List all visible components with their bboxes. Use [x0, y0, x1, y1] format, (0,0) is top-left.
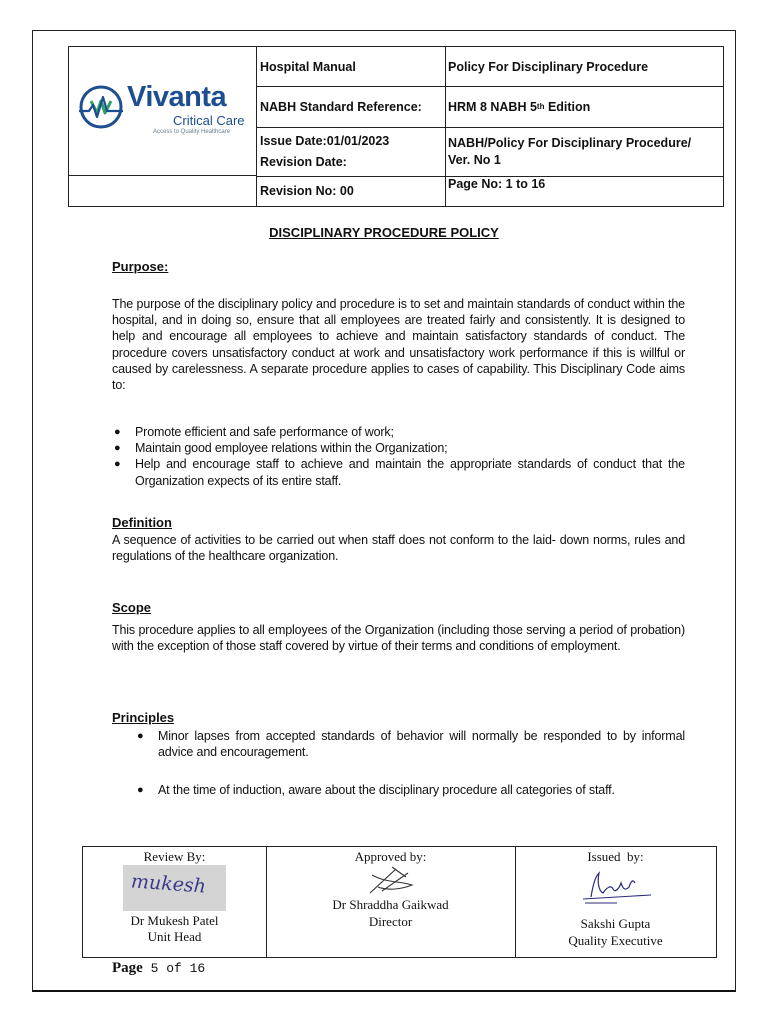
- bullet-icon: ●: [114, 426, 121, 438]
- issued-name: Sakshi Gupta: [580, 916, 651, 931]
- approver-signature: [362, 863, 422, 897]
- scope-heading: Scope: [112, 600, 152, 615]
- review-cell: [83, 847, 266, 957]
- review-label: Review By:: [143, 849, 206, 864]
- page-number: [112, 960, 205, 977]
- principles-bullet-list: [135, 728, 685, 799]
- bullet-text: Help and encourage staff to achieve and maintain the appropriate standards of conduct that the Organization expects of its entire staff.: [135, 457, 685, 488]
- logo-tagline: Access to Quality Healthcare: [153, 129, 231, 135]
- document-code: [445, 127, 725, 176]
- approved-cell: [266, 847, 515, 957]
- logo-cell: [69, 47, 257, 176]
- bullet-text: Minor lapses from accepted standards of behavior will normally be responded to by informal advice and encouragement.: [158, 729, 685, 760]
- approved-role: Director: [368, 914, 413, 929]
- review-signature-text: mukesh: [130, 870, 207, 898]
- standard-reference-value: [445, 86, 725, 127]
- issued-label: Issued by:: [587, 849, 644, 864]
- approved-label: Approved by:: [354, 849, 427, 864]
- purpose-text: The purpose of the disciplinary policy and procedure is to set and maintain standards of conduct within the hospital, and in doing so, ensure that all employees are treated fairly and consistently. It is designed to help and encourage all employees to achieve and maintain satisfactory standards of conduct. The procedure covers unsatisfactory conduct at work and unsatisfactory work performance if this is willful or caused by carelessness. A separate procedure applies to cases of capability. This Disciplinary Code aims to:: [112, 297, 685, 393]
- issued-role: Quality Executive: [568, 933, 663, 948]
- standard-reference-label: NABH Standard Reference:: [260, 99, 422, 114]
- vivanta-logo: [77, 81, 253, 141]
- page-count: 5 of 16: [142, 961, 206, 976]
- page-range: Page No: 1 to 16: [448, 177, 546, 191]
- signoff-table: [82, 846, 717, 958]
- definition-text: A sequence of activities to be carried out when staff does not conform to the laid- down norms, rules and regulations of the healthcare organization.: [112, 533, 685, 564]
- heart-pulse-icon: [77, 83, 125, 131]
- page-word: Page: [112, 960, 143, 976]
- edition-suffix: Edition: [544, 99, 591, 114]
- document-title: DISCIPLINARY PROCEDURE POLICY: [269, 225, 499, 240]
- review-signature: [123, 865, 226, 911]
- document-code-line1: NABH/Policy For Disciplinary Procedure/: [448, 135, 692, 150]
- logo-brand: Vivanta: [127, 81, 227, 113]
- scope-text: This procedure applies to all employees of the Organization (including those serving a period of probation) with the exception of those staff covered by virtue of their terms and conditions of employment.: [112, 623, 685, 654]
- bullet-text: Promote efficient and safe performance of work;: [135, 425, 394, 439]
- review-name: Dr Mukesh Patel: [130, 913, 219, 928]
- purpose-heading: Purpose:: [112, 259, 169, 274]
- manual-label: Hospital Manual: [260, 59, 356, 74]
- blank-cell: [69, 176, 257, 206]
- approved-name: Dr Shraddha Gaikwad: [332, 897, 449, 912]
- list-item: [112, 440, 685, 456]
- revision-number: Revision No: 00: [260, 184, 354, 198]
- issue-dates: [257, 127, 445, 176]
- bullet-icon: ●: [114, 442, 121, 455]
- purpose-bullet-list: [112, 424, 685, 489]
- definition-heading: Definition: [112, 515, 172, 530]
- document-header-table: [68, 46, 724, 207]
- bullet-icon: ●: [137, 784, 144, 797]
- document-code-line2: Ver. No 1: [448, 152, 501, 167]
- list-item: [112, 456, 685, 488]
- edition-superscript: th: [536, 102, 545, 111]
- bullet-icon: ●: [137, 730, 144, 742]
- bullet-text: Maintain good employee relations within the Organization;: [135, 441, 448, 456]
- issuer-signature: [577, 867, 657, 907]
- revision-date: Revision Date:: [260, 154, 347, 169]
- principles-heading: Principles: [112, 710, 175, 725]
- list-item: [135, 728, 685, 760]
- issued-cell: [515, 847, 716, 957]
- bullet-icon: ●: [114, 458, 121, 471]
- logo-subtitle: Critical Care: [173, 113, 245, 128]
- issue-date: Issue Date:01/01/2023: [260, 133, 390, 148]
- review-role: Unit Head: [147, 929, 202, 944]
- bullet-text: At the time of induction, aware about the disciplinary procedure all categories of staff.: [158, 783, 615, 798]
- list-item: [135, 782, 685, 798]
- list-item: [112, 424, 685, 440]
- policy-title: Policy For Disciplinary Procedure: [448, 59, 649, 74]
- edition-text: HRM 8 NABH 5: [448, 99, 537, 114]
